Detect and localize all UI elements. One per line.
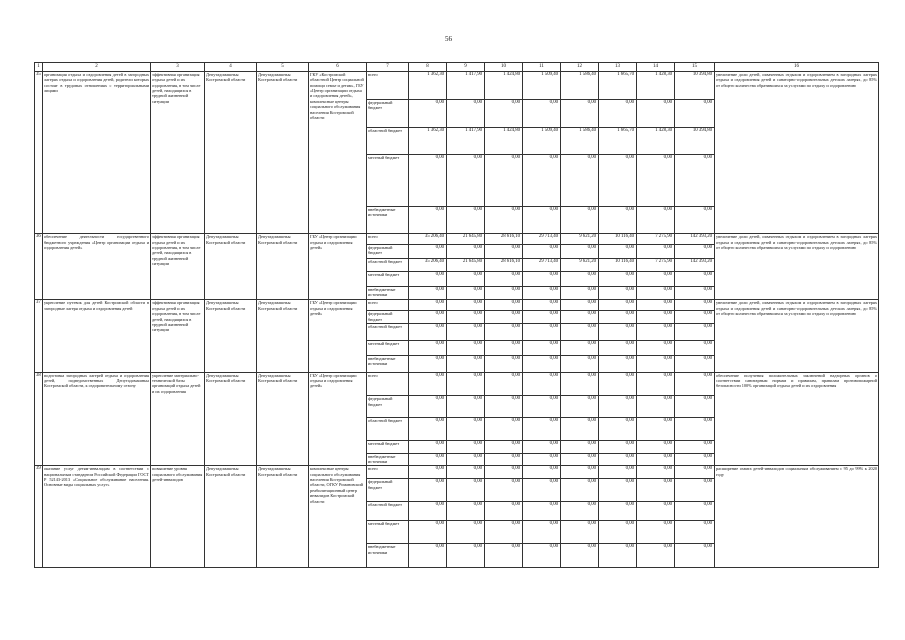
responsible-executor: Депутадомашньы Костромской области <box>205 372 257 466</box>
funding-source: всего <box>367 300 409 311</box>
funding-value: 0,00 <box>637 441 675 454</box>
funding-value: 0,00 <box>637 372 675 395</box>
funding-value: 0,00 <box>637 311 675 324</box>
funding-source: областной бюджет <box>367 417 409 440</box>
funding-value: 0,00 <box>447 479 485 501</box>
funding-value: 0,00 <box>523 372 561 395</box>
expected-result: увеличение доли детей, охваченных отдыхом и оздоровлением в загородных лагерях отдыха и оздоровления детей и санаторно-оздоровительных детских лагерях, до 85% от общего количества обратившихся за услугами по отдыху и оздоровлению <box>715 300 879 372</box>
table-row <box>35 234 879 245</box>
funding-value: 0,00 <box>675 311 715 324</box>
funding-source: областной бюджет <box>367 323 409 340</box>
funding-source: всего <box>367 234 409 245</box>
funding-source: внебюджетные источники <box>367 286 409 300</box>
funding-value: 0,00 <box>485 244 523 258</box>
funding-value: 0,00 <box>675 396 715 417</box>
funding-value: 0,00 <box>637 323 675 340</box>
funding-value: 0,00 <box>447 417 485 440</box>
responsible-executor: Депутадомашньы Костромской области <box>205 72 257 234</box>
funding-value: 21 645,80 <box>447 258 485 271</box>
funding-value: 0,00 <box>485 544 523 568</box>
funding-value: 1 417,90 <box>447 72 485 100</box>
funding-value: 0,00 <box>599 99 637 127</box>
funding-value: 7 275,90 <box>637 258 675 271</box>
funding-value: 0,00 <box>599 441 637 454</box>
funding-value: 0,00 <box>675 466 715 479</box>
funding-value: 0,00 <box>447 311 485 324</box>
funding-value: 35 206,40 <box>409 258 447 271</box>
expected-result: увеличение доли детей, охваченных отдыхом и оздоровлением в загородных лагерях отдыха и оздоровления детей и санаторно-оздоровительных детских лагерях, до 85% от общего количества обратившихся за услугами по отдыху и оздоровлению <box>715 234 879 300</box>
indicator-description: эффективная организация отдыха детей и их оздоровления, в том числе детей, находящихся в трудной жизненной ситуации <box>151 234 205 300</box>
funding-value: 0,00 <box>447 244 485 258</box>
funding-value: 0,00 <box>675 417 715 440</box>
funding-value: 0,00 <box>599 479 637 501</box>
funding-value: 0,00 <box>523 453 561 466</box>
page-number: 56 <box>445 35 452 43</box>
funding-value: 0,00 <box>409 323 447 340</box>
funding-value: 0,00 <box>599 501 637 520</box>
funding-value: 0,00 <box>599 286 637 300</box>
row-number: 38 <box>35 372 43 466</box>
funding-value: 0,00 <box>523 155 561 206</box>
funding-value: 0,00 <box>637 155 675 206</box>
funding-value: 0,00 <box>637 300 675 311</box>
row-number: 39 <box>35 466 43 568</box>
funding-value: 0,00 <box>409 311 447 324</box>
column-number: 9 <box>447 63 485 72</box>
funding-value: 0,00 <box>599 372 637 395</box>
funding-value: 0,00 <box>409 544 447 568</box>
funding-source: всего <box>367 72 409 100</box>
funding-value: 0,00 <box>523 323 561 340</box>
co-executor: Депутадомашньы Костромской области <box>257 372 309 466</box>
funding-value: 0,00 <box>485 453 523 466</box>
row-number: 35 <box>35 72 43 234</box>
co-executor: Депутадомашньы Костромской области <box>257 300 309 372</box>
funding-value: 0,00 <box>561 311 599 324</box>
funding-value: 0,00 <box>447 466 485 479</box>
funding-source: внебюджетные источники <box>367 544 409 568</box>
funding-value: 0,00 <box>599 155 637 206</box>
responsible-executor: Депутадомашньы Костромской области <box>205 300 257 372</box>
table-row <box>35 72 879 100</box>
funding-value: 142 393,20 <box>675 258 715 271</box>
funding-value: 0,00 <box>409 340 447 355</box>
funding-value: 1 428,30 <box>637 127 675 155</box>
funding-value: 0,00 <box>409 271 447 286</box>
funding-value: 0,00 <box>675 355 715 372</box>
funding-value: 0,00 <box>599 244 637 258</box>
table-row <box>35 372 879 395</box>
row-number: 36 <box>35 234 43 300</box>
funding-value: 0,00 <box>561 286 599 300</box>
funding-value: 0,00 <box>485 340 523 355</box>
funding-value: 0,00 <box>675 441 715 454</box>
funding-value: 0,00 <box>599 466 637 479</box>
funding-value: 1 424,80 <box>485 127 523 155</box>
funding-value: 10 116,40 <box>599 258 637 271</box>
funding-value: 0,00 <box>447 271 485 286</box>
column-number: 13 <box>599 63 637 72</box>
funding-value: 0,00 <box>599 271 637 286</box>
funding-value: 0,00 <box>599 323 637 340</box>
funding-value: 0,00 <box>599 453 637 466</box>
funding-value: 0,00 <box>447 372 485 395</box>
funding-value: 7 275,90 <box>637 234 675 245</box>
funding-value: 0,00 <box>523 520 561 543</box>
event-description: подготовка загородных лагерей отдыха и оздоровления детей, подведомственных Депутадомашньы Костромской области, к оздоровительному сезону <box>43 372 151 466</box>
funding-value: 0,00 <box>675 544 715 568</box>
funding-value: 0,00 <box>523 99 561 127</box>
funding-value: 0,00 <box>561 206 599 234</box>
funding-value: 0,00 <box>599 544 637 568</box>
funding-value: 0,00 <box>637 479 675 501</box>
funding-source: областной бюджет <box>367 127 409 155</box>
funding-value: 0,00 <box>561 355 599 372</box>
funding-value: 0,00 <box>447 520 485 543</box>
funding-value: 0,00 <box>523 355 561 372</box>
funding-value: 9 621,20 <box>561 258 599 271</box>
funding-value: 0,00 <box>485 466 523 479</box>
funding-value: 9 621,20 <box>561 234 599 245</box>
funding-value: 0,00 <box>447 396 485 417</box>
participant: ГБУ «Центр организации отдыха и оздоровления детей» <box>309 300 367 372</box>
column-number: 15 <box>675 63 715 72</box>
funding-value: 0,00 <box>561 417 599 440</box>
funding-value: 29 713,40 <box>523 258 561 271</box>
funding-value: 0,00 <box>447 340 485 355</box>
co-executor: Депутадомашньы Костромской области <box>257 234 309 300</box>
funding-value: 0,00 <box>637 417 675 440</box>
funding-value: 0,00 <box>561 466 599 479</box>
responsible-executor: Депутадомашньы Костромской области <box>205 234 257 300</box>
funding-source: местный бюджет <box>367 340 409 355</box>
responsible-executor: Депутадомашньы Костромской области <box>205 466 257 568</box>
funding-value: 0,00 <box>485 271 523 286</box>
funding-value: 0,00 <box>409 453 447 466</box>
funding-value: 0,00 <box>561 372 599 395</box>
funding-value: 0,00 <box>523 417 561 440</box>
funding-value: 29 713,40 <box>523 234 561 245</box>
funding-value: 0,00 <box>523 311 561 324</box>
funding-value: 0,00 <box>523 286 561 300</box>
funding-value: 0,00 <box>675 300 715 311</box>
funding-source: федеральный бюджет <box>367 244 409 258</box>
funding-value: 0,00 <box>637 466 675 479</box>
funding-value: 0,00 <box>409 355 447 372</box>
funding-value: 0,00 <box>637 340 675 355</box>
column-number: 7 <box>367 63 409 72</box>
funding-value: 0,00 <box>675 453 715 466</box>
funding-value: 0,00 <box>485 396 523 417</box>
funding-value: 0,00 <box>675 244 715 258</box>
funding-value: 0,00 <box>409 372 447 395</box>
column-number: 10 <box>485 63 523 72</box>
column-number-row <box>35 63 879 72</box>
event-description: обеспечение деятельности государственного бюджетного учреждения «Центр организации отдыха и оздоровления детей» <box>43 234 151 300</box>
funding-value: 0,00 <box>409 417 447 440</box>
funding-value: 0,00 <box>447 441 485 454</box>
funding-value: 0,00 <box>523 396 561 417</box>
expected-result: увеличение доли детей, охваченных отдыхом и оздоровлением в загородных лагерях отдыха и оздоровления детей и санаторно-оздоровительных детских лагерях, до 85% от общего количества обратившихся за услугами по отдыху и оздоровлению <box>715 72 879 234</box>
funding-value: 0,00 <box>561 453 599 466</box>
participant: ГБУ «Центр организации отдыха и оздоровления детей» <box>309 234 367 300</box>
funding-value: 0,00 <box>447 323 485 340</box>
funding-value: 0,00 <box>637 206 675 234</box>
funding-value: 0,00 <box>637 286 675 300</box>
funding-source: областной бюджет <box>367 501 409 520</box>
funding-value: 28 616,10 <box>485 234 523 245</box>
row-number: 37 <box>35 300 43 372</box>
co-executor: Депутадомашньы Костромской области <box>257 466 309 568</box>
funding-value: 0,00 <box>561 300 599 311</box>
participant: ГБУ «Центр организации отдыха и оздоровления детей» <box>309 372 367 466</box>
funding-value: 0,00 <box>447 300 485 311</box>
funding-source: внебюджетные источники <box>367 453 409 466</box>
funding-value: 0,00 <box>447 99 485 127</box>
funding-value: 1 362,30 <box>409 127 447 155</box>
funding-value: 0,00 <box>599 206 637 234</box>
funding-value: 1 665,70 <box>599 72 637 100</box>
funding-value: 0,00 <box>485 372 523 395</box>
funding-value: 0,00 <box>485 311 523 324</box>
funding-value: 0,00 <box>485 441 523 454</box>
funding-value: 0,00 <box>409 441 447 454</box>
funding-source: федеральный бюджет <box>367 479 409 501</box>
funding-value: 10 394,80 <box>675 72 715 100</box>
funding-value: 1 362,30 <box>409 72 447 100</box>
funding-value: 0,00 <box>561 520 599 543</box>
funding-source: местный бюджет <box>367 441 409 454</box>
column-number: 3 <box>151 63 205 72</box>
funding-value: 10 116,40 <box>599 234 637 245</box>
funding-value: 0,00 <box>409 286 447 300</box>
funding-value: 0,00 <box>523 441 561 454</box>
funding-value: 0,00 <box>675 372 715 395</box>
funding-value: 0,00 <box>561 479 599 501</box>
funding-source: федеральный бюджет <box>367 311 409 324</box>
funding-value: 0,00 <box>599 300 637 311</box>
funding-value: 0,00 <box>637 355 675 372</box>
funding-value: 0,00 <box>637 244 675 258</box>
expected-result: расширение охвата детей-инвалидов социальным обслуживанием с 95 до 99% к 2020 году <box>715 466 879 568</box>
participant: ГКУ «Костромской областной Центр социальной помощи семье и детям», ГБУ «Центр организации отдыха и оздоровления детей», комплексные центры социального обслуживания населения Костромской области <box>309 72 367 234</box>
funding-value: 0,00 <box>675 155 715 206</box>
funding-value: 0,00 <box>447 453 485 466</box>
funding-value: 0,00 <box>447 155 485 206</box>
funding-source: внебюджетные источники <box>367 206 409 234</box>
funding-value: 0,00 <box>675 520 715 543</box>
funding-value: 0,00 <box>675 340 715 355</box>
funding-value: 0,00 <box>447 206 485 234</box>
funding-value: 0,00 <box>637 396 675 417</box>
funding-value: 0,00 <box>675 99 715 127</box>
funding-value: 0,00 <box>561 323 599 340</box>
funding-source: внебюджетные источники <box>367 355 409 372</box>
funding-value: 0,00 <box>675 206 715 234</box>
column-number: 12 <box>561 63 599 72</box>
funding-value: 1 665,70 <box>599 127 637 155</box>
funding-value: 0,00 <box>561 544 599 568</box>
funding-value: 0,00 <box>561 501 599 520</box>
funding-value: 0,00 <box>485 206 523 234</box>
funding-value: 1 417,90 <box>447 127 485 155</box>
funding-value: 0,00 <box>523 300 561 311</box>
funding-value: 0,00 <box>599 355 637 372</box>
indicator-description: повышение уровня социального обслуживания детей-инвалидов <box>151 466 205 568</box>
funding-value: 0,00 <box>485 417 523 440</box>
funding-value: 0,00 <box>523 206 561 234</box>
funding-value: 0,00 <box>523 244 561 258</box>
funding-source: местный бюджет <box>367 155 409 206</box>
participant: комплексные центры социального обслуживания населения Костромской области, ОГКУ Романовский реабилитационный центр инвалидов Костромской области <box>309 466 367 568</box>
funding-value: 0,00 <box>485 300 523 311</box>
funding-value: 0,00 <box>561 271 599 286</box>
funding-value: 0,00 <box>637 453 675 466</box>
funding-value: 28 616,10 <box>485 258 523 271</box>
funding-value: 0,00 <box>561 244 599 258</box>
funding-value: 0,00 <box>485 99 523 127</box>
funding-value: 0,00 <box>561 396 599 417</box>
funding-value: 0,00 <box>485 479 523 501</box>
funding-value: 0,00 <box>675 286 715 300</box>
funding-source: местный бюджет <box>367 271 409 286</box>
funding-value: 0,00 <box>485 286 523 300</box>
table-row <box>35 300 879 311</box>
funding-value: 0,00 <box>447 501 485 520</box>
funding-value: 0,00 <box>409 501 447 520</box>
event-description: укрепление путевок для детей Костромской области в загородные лагеря отдыха и оздоровления детей <box>43 300 151 372</box>
funding-value: 1 428,30 <box>637 72 675 100</box>
funding-value: 0,00 <box>447 355 485 372</box>
funding-source: областной бюджет <box>367 258 409 271</box>
funding-value: 0,00 <box>561 99 599 127</box>
funding-source: всего <box>367 466 409 479</box>
column-number: 4 <box>205 63 257 72</box>
funding-value: 0,00 <box>637 271 675 286</box>
column-number: 11 <box>523 63 561 72</box>
funding-source: местный бюджет <box>367 520 409 543</box>
column-number: 16 <box>715 63 879 72</box>
funding-value: 0,00 <box>447 544 485 568</box>
funding-value: 0,00 <box>561 441 599 454</box>
funding-source: федеральный бюджет <box>367 99 409 127</box>
funding-value: 0,00 <box>485 155 523 206</box>
funding-value: 0,00 <box>599 396 637 417</box>
expected-result: обеспечение получения положительных заключений надзорных органов о соответствии санитарным нормам и правилам, правилам противопожарной безопасности 100% организаций отдыха детей и их оздоровления <box>715 372 879 466</box>
funding-value: 0,00 <box>447 286 485 300</box>
funding-value: 1 509,40 <box>523 72 561 100</box>
funding-value: 0,00 <box>409 244 447 258</box>
funding-value: 0,00 <box>523 466 561 479</box>
funding-value: 0,00 <box>637 99 675 127</box>
funding-value: 0,00 <box>675 323 715 340</box>
funding-value: 0,00 <box>637 501 675 520</box>
co-executor: Депутадомашньы Костромской области <box>257 72 309 234</box>
indicator-description: эффективная организация отдыха детей и их оздоровления, в том числе детей, находящихся в трудной жизненной ситуации <box>151 300 205 372</box>
indicator-description: укрепление материально-технической базы организаций отдыха детей и их оздоровления <box>151 372 205 466</box>
funding-value: 1 509,40 <box>523 127 561 155</box>
column-number: 1 <box>35 63 43 72</box>
funding-value: 0,00 <box>485 501 523 520</box>
funding-value: 1 424,80 <box>485 72 523 100</box>
funding-value: 0,00 <box>409 479 447 501</box>
funding-value: 0,00 <box>409 396 447 417</box>
program-activities-table <box>34 62 879 568</box>
funding-value: 0,00 <box>561 155 599 206</box>
column-number: 2 <box>43 63 151 72</box>
funding-value: 0,00 <box>599 520 637 543</box>
funding-value: 0,00 <box>409 300 447 311</box>
funding-value: 0,00 <box>409 206 447 234</box>
funding-value: 0,00 <box>599 311 637 324</box>
funding-value: 35 206,40 <box>409 234 447 245</box>
funding-source: всего <box>367 372 409 395</box>
funding-value: 0,00 <box>409 99 447 127</box>
event-description: организация отдыха и оздоровления детей в загородных лагерях отдыха и оздоровления детей, родители которых состоят в трудовых отношениях с территориальными лицами <box>43 72 151 234</box>
funding-value: 21 645,80 <box>447 234 485 245</box>
funding-value: 0,00 <box>409 520 447 543</box>
funding-value: 0,00 <box>485 355 523 372</box>
indicator-description: эффективная организация отдыха детей и их оздоровления, в том числе детей, находящихся в трудной жизненной ситуации <box>151 72 205 234</box>
funding-value: 0,00 <box>675 501 715 520</box>
table-body <box>35 72 879 568</box>
funding-value: 0,00 <box>523 501 561 520</box>
funding-value: 0,00 <box>599 417 637 440</box>
funding-value: 1 586,40 <box>561 127 599 155</box>
column-number: 6 <box>309 63 367 72</box>
funding-value: 0,00 <box>523 271 561 286</box>
funding-value: 0,00 <box>409 155 447 206</box>
funding-source: федеральный бюджет <box>367 396 409 417</box>
table-row <box>35 466 879 479</box>
funding-value: 0,00 <box>485 520 523 543</box>
funding-value: 0,00 <box>561 340 599 355</box>
funding-value: 1 586,40 <box>561 72 599 100</box>
funding-value: 0,00 <box>485 323 523 340</box>
column-number: 14 <box>637 63 675 72</box>
funding-value: 0,00 <box>675 479 715 501</box>
funding-value: 0,00 <box>523 479 561 501</box>
funding-value: 0,00 <box>523 340 561 355</box>
funding-value: 0,00 <box>637 544 675 568</box>
funding-value: 0,00 <box>675 271 715 286</box>
funding-value: 0,00 <box>599 340 637 355</box>
column-number: 5 <box>257 63 309 72</box>
funding-value: 10 394,80 <box>675 127 715 155</box>
funding-value: 0,00 <box>409 466 447 479</box>
column-number: 8 <box>409 63 447 72</box>
funding-value: 0,00 <box>637 520 675 543</box>
funding-value: 0,00 <box>523 544 561 568</box>
event-description: оказание услуг детям-инвалидам в соответствии с национальным стандартом Российской Федерации ГОСТ Р 52143-2013 «Социальное обслуживание населения. Основные виды социальных услуг» <box>43 466 151 568</box>
funding-value: 142 393,20 <box>675 234 715 245</box>
